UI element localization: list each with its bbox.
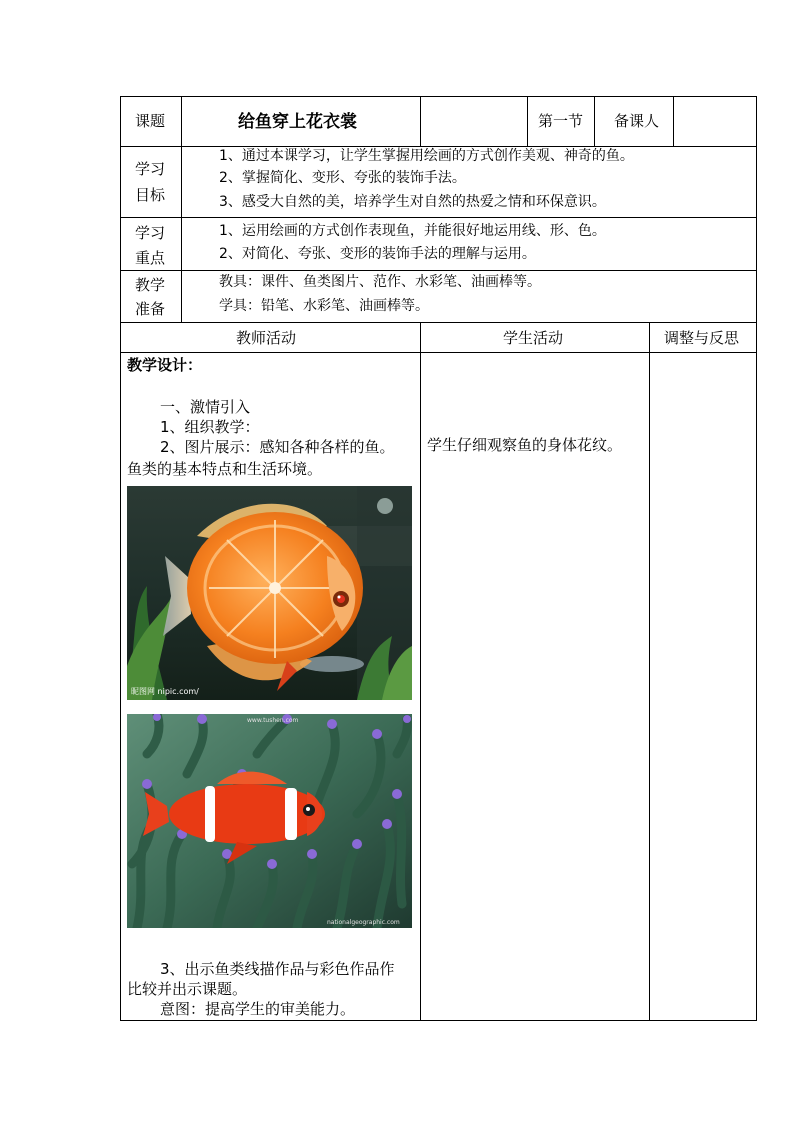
lesson-title: 给鱼穿上花衣裳 xyxy=(238,112,357,132)
preparer-label: 备课人 xyxy=(614,112,660,130)
row-divider xyxy=(120,352,757,353)
teacher-activity-header: 教师活动 xyxy=(236,329,297,347)
design-heading: 教学设计： xyxy=(127,356,203,374)
keypoint-item: 1、运用绘画的方式创作表现鱼，并能很好地运用线、形、色。 xyxy=(219,223,606,239)
objective-item: 3、感受大自然的美，培养学生对自然的热爱之情和环保意识。 xyxy=(219,194,606,210)
student-activity-header: 学生活动 xyxy=(503,329,564,347)
row-divider xyxy=(120,146,757,147)
reflection-header: 调整与反思 xyxy=(664,329,740,347)
objectives-label-2: 目标 xyxy=(135,186,166,204)
col-divider xyxy=(594,96,595,146)
clownfish-photo xyxy=(127,714,412,928)
step-1: 1、组织教学： xyxy=(160,418,260,436)
step-2-line-1: 2、图片展示：感知各种各样的鱼。 xyxy=(160,438,395,456)
intent-note: 意图：提高学生的审美能力。 xyxy=(160,1000,356,1018)
keypoints-label-1: 学习 xyxy=(135,224,166,242)
subject-label: 课题 xyxy=(135,112,166,130)
student-activity-text: 学生仔细观察鱼的身体花纹。 xyxy=(427,436,623,454)
preparation-label-2: 准备 xyxy=(135,300,166,318)
keypoint-item: 2、对简化、夸张、变形的装饰手法的理解与运用。 xyxy=(219,246,536,262)
col-divider xyxy=(673,96,674,146)
col-divider xyxy=(527,96,528,146)
objectives-label-1: 学习 xyxy=(135,160,166,178)
col-divider xyxy=(649,322,650,1021)
photo-watermark-bottom: nationalgeographic.com xyxy=(327,919,400,926)
photo-watermark-top: www.tushen.com xyxy=(247,717,299,724)
preparation-item: 学具：铅笔、水彩笔、油画棒等。 xyxy=(219,298,429,314)
col-divider xyxy=(181,96,182,322)
intro-heading: 一、激情引入 xyxy=(160,398,251,416)
preparation-item: 教具：课件、鱼类图片、范作、水彩笔、油画棒等。 xyxy=(219,274,541,290)
row-divider xyxy=(120,270,757,271)
preparation-label-1: 教学 xyxy=(135,276,166,294)
step-3-line-2: 比较并出示课题。 xyxy=(127,980,248,998)
photo-watermark: 昵图网 nipic.com/ xyxy=(131,687,199,696)
discus-fish-photo xyxy=(127,486,412,700)
col-divider xyxy=(420,96,421,146)
objective-item: 2、掌握简化、变形、夸张的装饰手法。 xyxy=(219,170,466,186)
objective-item: 1、通过本课学习，让学生掌握用绘画的方式创作美观、神奇的鱼。 xyxy=(219,148,634,164)
step-2-line-2: 鱼类的基本特点和生活环境。 xyxy=(127,460,323,478)
row-divider xyxy=(120,217,757,218)
row-divider xyxy=(120,322,757,323)
keypoints-label-2: 重点 xyxy=(135,249,166,267)
step-3-line-1: 3、出示鱼类线描作品与彩色作品作 xyxy=(160,960,395,978)
col-divider xyxy=(420,322,421,1021)
section-label: 第一节 xyxy=(538,112,584,130)
